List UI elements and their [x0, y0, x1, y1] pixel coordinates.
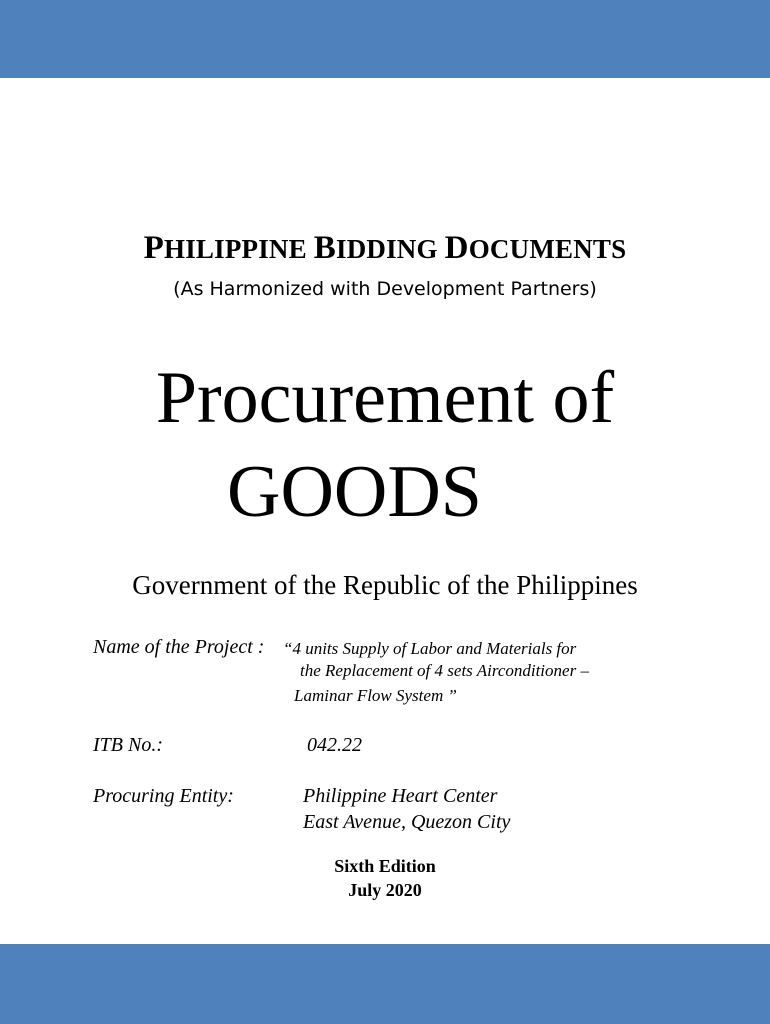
project-name-line-3: Laminar Flow System ” — [294, 686, 457, 705]
document-subtitle: (As Harmonized with Development Partners) — [173, 278, 597, 300]
main-title-line-1: Procurement of — [155, 357, 615, 439]
title-initial-b: B — [313, 230, 336, 266]
title-initial-d: D — [444, 230, 469, 266]
title-initial-p: P — [143, 230, 164, 266]
government-name: Government of the Republic of the Philippines — [132, 570, 638, 600]
procuring-entity-address: East Avenue, Quezon City — [303, 811, 511, 833]
title-rest-philippine: HILIPPINE — [164, 234, 307, 264]
top-color-band — [0, 0, 770, 78]
title-rest-documents: OCUMENTS — [468, 234, 627, 264]
project-name-label: Name of the Project : — [93, 636, 265, 658]
project-name-line-1: “4 units Supply of Labor and Materials for — [283, 639, 577, 658]
itb-number-label: ITB No.: — [93, 734, 163, 756]
document-series-title — [0, 230, 770, 267]
procuring-entity-name: Philippine Heart Center — [303, 785, 498, 807]
project-name-line-2: the Replacement of 4 sets Airconditioner – — [300, 661, 589, 680]
edition-date: July 2020 — [348, 880, 422, 900]
bottom-color-band — [0, 944, 770, 1024]
title-rest-bidding: IDDING — [336, 234, 438, 264]
itb-number-value: 042.22 — [307, 734, 362, 756]
main-title-line-2: GOODS — [227, 451, 482, 533]
edition-name: Sixth Edition — [334, 856, 436, 876]
procuring-entity-label: Procuring Entity: — [93, 785, 234, 807]
